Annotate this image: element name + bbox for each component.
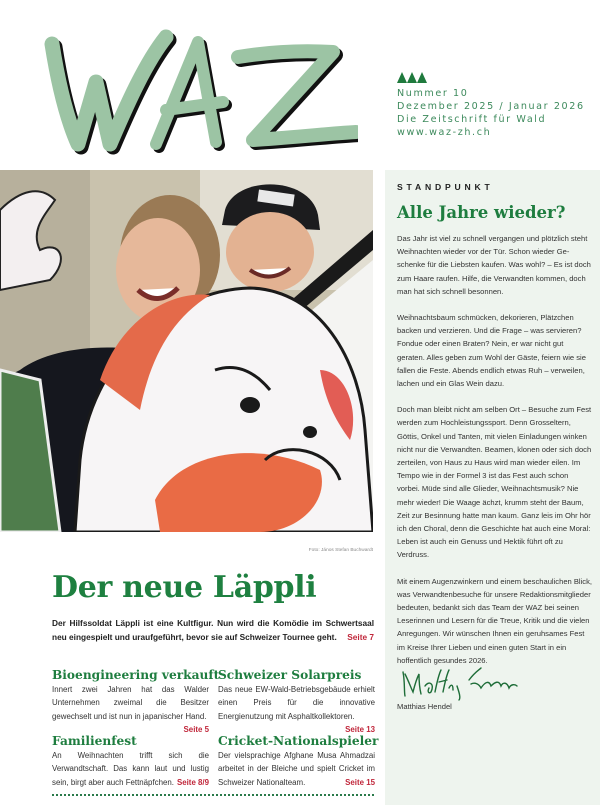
main-page-ref[interactable]: Seite 7 <box>347 631 374 642</box>
signature-icon <box>399 662 519 702</box>
teaser-cricket[interactable] <box>218 733 379 789</box>
teaser-title: Familienfest <box>52 734 137 748</box>
standpunkt-kicker: STANDPUNKT <box>397 182 494 192</box>
standpunkt-paragraph: Das Jahr ist viel zu schnell vergangen und plötzlich steht Weihnachten wieder vor der Tür. Schon wieder Geschenke für die Liebsten kaufen. Was wohl? – Es ist doch zum Haare raufen. Hilfe, die Verwandten kommen, doch man hat sich schnell besonnen. <box>397 234 591 296</box>
teaser-bioengineering[interactable] <box>52 667 220 736</box>
waz-logo <box>38 22 358 157</box>
standpunkt-paragraph: Doch man bleibt nicht am selben Ort – Besuche zum Fest werden zum Hochleistungssport. Denn Grosseltern, Göttis, Onkel und Tanten, mit vielen Einladungen winken nicht nur die Verwandten. Beamen, klonen oder sich doch zerteilen, von Haus zu Haus wird man wieder eilen. Im Tempo wie in der Formel 3 ist das Fest auch schon vorbei. Müde sind alle Glieder, Weihnachtsmusik? Nie mehr wieder! Die Waage ächzt, krumm steht der Baum, Zeit zur Besinnung hatte man kaum. Ganz leis im Ohr hör ich den Choral, denn die Geschichte hat auch eine Moral: Leben ist auch ein Genuss und Hektik führt oft zu Verdruss. <box>397 405 592 560</box>
main-headline[interactable]: Der neue Läppli <box>52 570 317 605</box>
issue-number: Nummer 10 <box>397 88 469 99</box>
standpunkt-panel <box>385 170 600 805</box>
issue-date: Dezember 2025 / Januar 2026 <box>397 101 585 112</box>
teaser-page-ref[interactable]: Seite 5 <box>183 724 209 734</box>
cover-photo-illustration <box>0 170 373 532</box>
tagline: Die Zeitschrift für Wald <box>397 114 547 125</box>
teaser-text <box>218 749 375 789</box>
teaser-body: Innert zwei Jahren hat das Walder Unternehmen zweimal die Besitzer gewechselt und ist nun in japanischer Hand. <box>52 685 209 721</box>
teaser-title: Cricket-Nationalspieler <box>218 734 379 748</box>
teaser-title: Schweizer Solarpreis <box>218 668 362 682</box>
teaser-familienfest[interactable] <box>52 733 209 789</box>
cover-photo <box>0 170 373 532</box>
standpunkt-paragraph: Mit einem Augenzwinkern und einem beschaulichen Blick, was Verwandtenbesuche für unsere Redaktionsmitglieder bedeuten, bedankt sich das Team der WAZ bei seinen Leserinnen und Lesern für die Treue, Kritik und die vielen Anregungen. Wir wünschen Ihnen ein geruhsames Fest im Kreise Ihrer Lieben und einen guten Start in ein hoffentlich gesundes 2026. <box>397 576 593 665</box>
teaser-text <box>52 749 209 789</box>
author-name: Matthias Hendel <box>397 702 452 711</box>
teaser-title: Bioengineering verkauft <box>52 668 220 682</box>
website-link[interactable]: www.waz-zh.ch <box>397 127 492 138</box>
teaser-text <box>218 683 375 734</box>
standpunkt-body <box>397 232 592 680</box>
issue-info <box>397 72 585 139</box>
standpunkt-paragraph: Weihnachtsbaum schmücken, dekorieren, Plätzchen backen und verzieren. Und die Frage – was servieren? Fondue oder einen Braten? Nein, er war nicht gut geraten. Alles geben zum Wohl der Gäste, feiern wie sie fallen die Feste. Abends endlich etwas Ruh – verweilen, lachen und ein Glas Wein dazu. <box>397 313 586 389</box>
waz-logo-icon <box>38 22 358 157</box>
teaser-page-ref[interactable]: Seite 15 <box>345 777 375 787</box>
dotted-divider <box>52 794 374 796</box>
teaser-body: Das neue EW-Wald-Betriebsgebäude erhielt einen Preis für die innovative Energienutzung mit Asphaltkollektoren. <box>218 685 375 721</box>
teaser-solarpreis[interactable] <box>218 667 375 736</box>
main-lead <box>52 617 374 644</box>
teaser-body: Der vielsprachige Afghane Musa Ahmadzai arbeitet in der Bleiche und spielt Cricket im Schweizer Nationalteam. <box>218 751 375 787</box>
teaser-page-ref[interactable]: Seite 13 <box>345 724 375 734</box>
main-lead-text: Der Hilfssoldat Läppli ist eine Kultfigur. Nun wird die Komödie im Schwertsaal neu eingespielt und uraufgeführt, bevor sie auf Schweizer Tournee geht. <box>52 618 374 642</box>
standpunkt-title: Alle Jahre wieder? <box>397 203 566 222</box>
photo-credit: Foto: János Stefan Buchwardt <box>308 548 373 553</box>
teaser-text <box>52 683 209 734</box>
teaser-body: An Weihnachten trifft sich die Verwandtschaft. Das kann laut und lustig sein, birgt aber auch Fettnäpfchen. <box>52 751 209 787</box>
three-trees-icon <box>397 72 585 84</box>
teaser-page-ref[interactable]: Seite 8/9 <box>176 777 209 787</box>
